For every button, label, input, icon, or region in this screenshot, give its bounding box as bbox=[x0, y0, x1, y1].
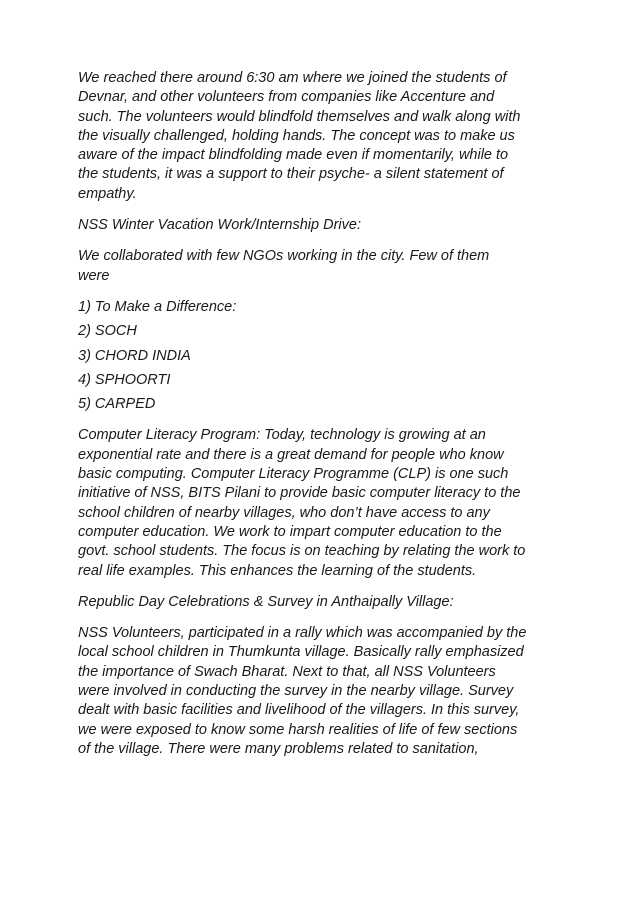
text-line: basic computing. Computer Literacy Programme (CLP) is one such bbox=[78, 466, 509, 483]
text-line: dealt with basic facilities and livelihood of the villagers. In this survey, bbox=[78, 702, 520, 719]
ngo-list-item: 5) CARPED bbox=[78, 396, 156, 413]
ngo-list-item: 3) CHORD INDIA bbox=[78, 347, 191, 364]
text-line: Devnar, and other volunteers from companies like Accenture and bbox=[78, 89, 495, 106]
text-line: the importance of Swach Bharat. Next to that, all NSS Volunteers bbox=[78, 663, 496, 680]
text-line: We collaborated with few NGOs working in the city. Few of them bbox=[78, 248, 490, 265]
text-line: the visually challenged, holding hands. The concept was to make us bbox=[78, 127, 515, 144]
paragraph-rally-survey bbox=[78, 624, 578, 759]
text-line: we were exposed to know some harsh realities of life of few sections bbox=[78, 721, 518, 738]
heading-winter-vacation-drive: NSS Winter Vacation Work/Internship Drive: bbox=[78, 217, 361, 234]
text-line: aware of the impact blindfolding made even if momentarily, while to bbox=[78, 147, 509, 164]
text-line: NSS Volunteers, participated in a rally which was accompanied by the bbox=[78, 625, 527, 642]
text-line: were bbox=[78, 267, 110, 284]
document-body bbox=[78, 69, 578, 771]
text-line: Computer Literacy Program: Today, technology is growing at an bbox=[78, 427, 486, 444]
ngo-list-item: 4) SPHOORTI bbox=[78, 371, 171, 388]
ngo-list-item: 2) SOCH bbox=[78, 323, 137, 340]
text-line: govt. school students. The focus is on teaching by relating the work to bbox=[78, 543, 526, 560]
text-line: initiative of NSS, BITS Pilani to provide basic computer literacy to the bbox=[78, 485, 521, 502]
text-line: empathy. bbox=[78, 185, 137, 202]
text-line: school children of nearby villages, who don’t have access to any bbox=[78, 504, 490, 521]
ngo-list-item: 1) To Make a Difference: bbox=[78, 298, 237, 315]
paragraph-ngo-intro bbox=[78, 247, 578, 286]
text-line: computer education. We work to impart computer education to the bbox=[78, 523, 502, 540]
text-line: real life examples. This enhances the learning of the students. bbox=[78, 562, 477, 579]
text-line: We reached there around 6:30 am where we joined the students of bbox=[78, 70, 507, 86]
text-line: of the village. There were many problems related to sanitation, bbox=[78, 740, 479, 757]
text-line: the students, it was a support to their psyche- a silent statement of bbox=[78, 166, 504, 183]
paragraph-blindfold-walk bbox=[78, 69, 578, 204]
paragraph-computer-literacy bbox=[78, 426, 578, 580]
text-line: exponential rate and there is a great demand for people who know bbox=[78, 446, 504, 463]
text-line: local school children in Thumkunta village. Basically rally emphasized bbox=[78, 644, 524, 661]
text-line: such. The volunteers would blindfold themselves and walk along with bbox=[78, 108, 521, 125]
heading-republic-day: Republic Day Celebrations & Survey in Anthaipally Village: bbox=[78, 593, 454, 610]
text-line: were involved in conducting the survey in the nearby village. Survey bbox=[78, 683, 514, 700]
